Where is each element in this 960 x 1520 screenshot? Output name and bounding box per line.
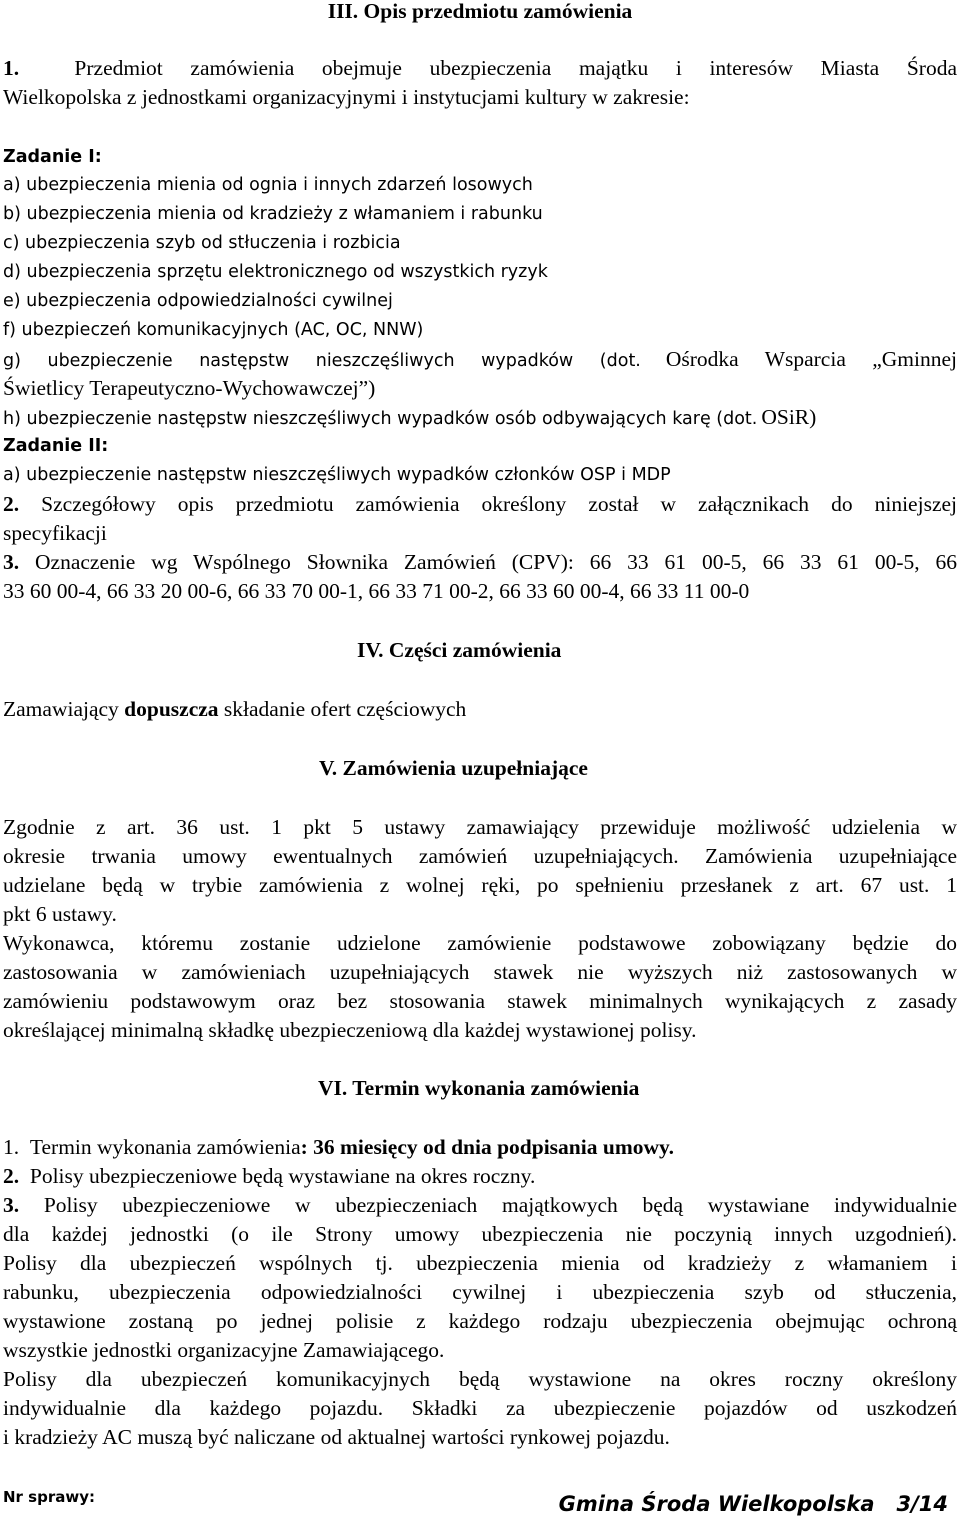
section-v-paragraph-2-line: zamówieniu podstawowym oraz bez stosowania stawek minimalnych wynikających z zasady	[3, 989, 957, 1013]
paragraph-2-line-2: specyfikacji	[3, 521, 107, 545]
section-vi-item-3-line-1: 3. Polisy ubezpieczeniowe w ubezpieczeniach majątkowych będą wystawiane indywidualnie	[3, 1193, 957, 1217]
section-vi-item-2: 2. Polisy ubezpieczeniowe będą wystawiane na okres roczny.	[3, 1164, 536, 1188]
paragraph-1-line-1: 1. Przedmiot zamówienia obejmuje ubezpieczenia majątku i interesów Miasta Środa	[3, 56, 958, 80]
section-vi-item-1: 1. Termin wykonania zamówienia: 36 miesięcy od dnia podpisania umowy.	[3, 1135, 674, 1159]
section-v-paragraph-1-line: pkt 6 ustawy.	[3, 902, 117, 926]
paragraph-1-line-2: Wielkopolska z jednostkami organizacyjnymi i instytucjami kultury w zakresie:	[3, 85, 690, 109]
task-2-label: Zadanie II:	[3, 436, 109, 456]
section-vi-item-3-line: wystawione zostaną po jednej polisie z każdego rodzaju ubezpieczenia obejmując ochroną	[3, 1309, 957, 1333]
footer-page-number: 3/14	[896, 1492, 948, 1516]
task-1-item-h: h) ubezpieczenie następstw nieszczęśliwych wypadków osób odbywających karę (dot. OSiR)	[3, 405, 817, 429]
paragraph-2-line-1: 2. Szczegółowy opis przedmiotu zamówienia określony został w załącznikach do niniejszej	[3, 492, 957, 516]
footer-case-number-label: Nr sprawy:	[3, 1488, 95, 1506]
footer-municipality: Gmina Środa Wielkopolska	[558, 1492, 875, 1516]
task-1-item: a) ubezpieczenia mienia od ognia i innych zdarzeń losowych	[3, 175, 533, 195]
section-vi-item-3-paragraph-2-line: Polisy dla ubezpieczeń komunikacyjnych będą wystawione na okres roczny określony	[3, 1367, 957, 1391]
task-2-item: a) ubezpieczenie następstw nieszczęśliwych wypadków członków OSP i MDP	[3, 465, 671, 485]
section-v-paragraph-2-line: określającej minimalną składkę ubezpieczeniową dla każdej wystawionej polisy.	[3, 1018, 697, 1042]
section-v-paragraph-2-line: zastosowania w zamówieniach uzupełniających stawek nie wyższych niż zastosowanych w	[3, 960, 957, 984]
task-1-label: Zadanie I:	[3, 147, 102, 167]
task-1-item: f) ubezpieczeń komunikacyjnych (AC, OC, NNW)	[3, 320, 424, 340]
section-v-paragraph-1-line: okresie trwania umowy ewentualnych zamówień uzupełniających. Zamówienia uzupełniające	[3, 844, 957, 868]
section-v-paragraph-2-line: Wykonawca, któremu zostanie udzielone zamówienie podstawowe zobowiązany będzie do	[3, 931, 957, 955]
section-v-paragraph-1-line: udzielane będą w trybie zamówienia z wolnej ręki, po spełnieniu przesłanek z art. 67 ust. 1	[3, 873, 957, 897]
section-iv-text: Zamawiający dopuszcza składanie ofert częściowych	[3, 697, 467, 721]
task-1-item: d) ubezpieczenia sprzętu elektronicznego od wszystkich ryzyk	[3, 262, 548, 282]
section-vi-item-3-line: dla każdej jednostki (o ile Strony umowy ubezpieczenia nie poczynią innych uzgodnień).	[3, 1222, 957, 1246]
section-title-iii: III. Opis przedmiotu zamówienia	[327, 0, 633, 23]
section-v-paragraph-1-line: Zgodnie z art. 36 ust. 1 pkt 5 ustawy zamawiający przewiduje możliwość udzielenia w	[3, 815, 957, 839]
section-vi-item-3-paragraph-2-line: i kradzieży AC muszą być naliczane od aktualnej wartości rynkowej pojazdu.	[3, 1425, 670, 1449]
footer-page-info	[559, 1492, 948, 1516]
paragraph-3-line-1: 3. Oznaczenie wg Wspólnego Słownika Zamówień (CPV): 66 33 61 00-5, 66 33 61 00-5, 66	[3, 550, 958, 574]
task-1-item-g-line-1: g) ubezpieczenie następstw nieszczęśliwych wypadków (dot. Ośrodka Wsparcia „Gminnej	[3, 347, 958, 371]
task-1-item: c) ubezpieczenia szyb od stłuczenia i rozbicia	[3, 233, 401, 253]
section-vi-item-3-line: Polisy dla ubezpieczeń wspólnych tj. ubezpieczenia mienia od kradzieży z włamaniem i	[3, 1251, 957, 1275]
section-title-iv: IV. Części zamówienia	[357, 638, 562, 662]
task-1-item-g-line-2: Świetlicy Terapeutyczno-Wychowawczej”)	[3, 376, 376, 400]
section-title-v: V. Zamówienia uzupełniające	[319, 756, 588, 780]
section-vi-item-3-line: rabunku, ubezpieczenia odpowiedzialności cywilnej i ubezpieczenia szyb od stłuczenia,	[3, 1280, 957, 1304]
section-title-vi: VI. Termin wykonania zamówienia	[318, 1076, 640, 1100]
paragraph-3-line-2: 33 60 00-4, 66 33 20 00-6, 66 33 70 00-1, 66 33 71 00-2, 66 33 60 00-4, 66 33 11 00-0	[3, 579, 750, 603]
task-1-item: b) ubezpieczenia mienia od kradzieży z włamaniem i rabunku	[3, 204, 543, 224]
section-vi-item-3-paragraph-2-line: indywidualnie dla każdego pojazdu. Składki za ubezpieczenie pojazdów od uszkodzeń	[3, 1396, 957, 1420]
task-1-item: e) ubezpieczenia odpowiedzialności cywilnej	[3, 291, 393, 311]
section-vi-item-3-line: wszystkie jednostki organizacyjne Zamawiającego.	[3, 1338, 445, 1362]
